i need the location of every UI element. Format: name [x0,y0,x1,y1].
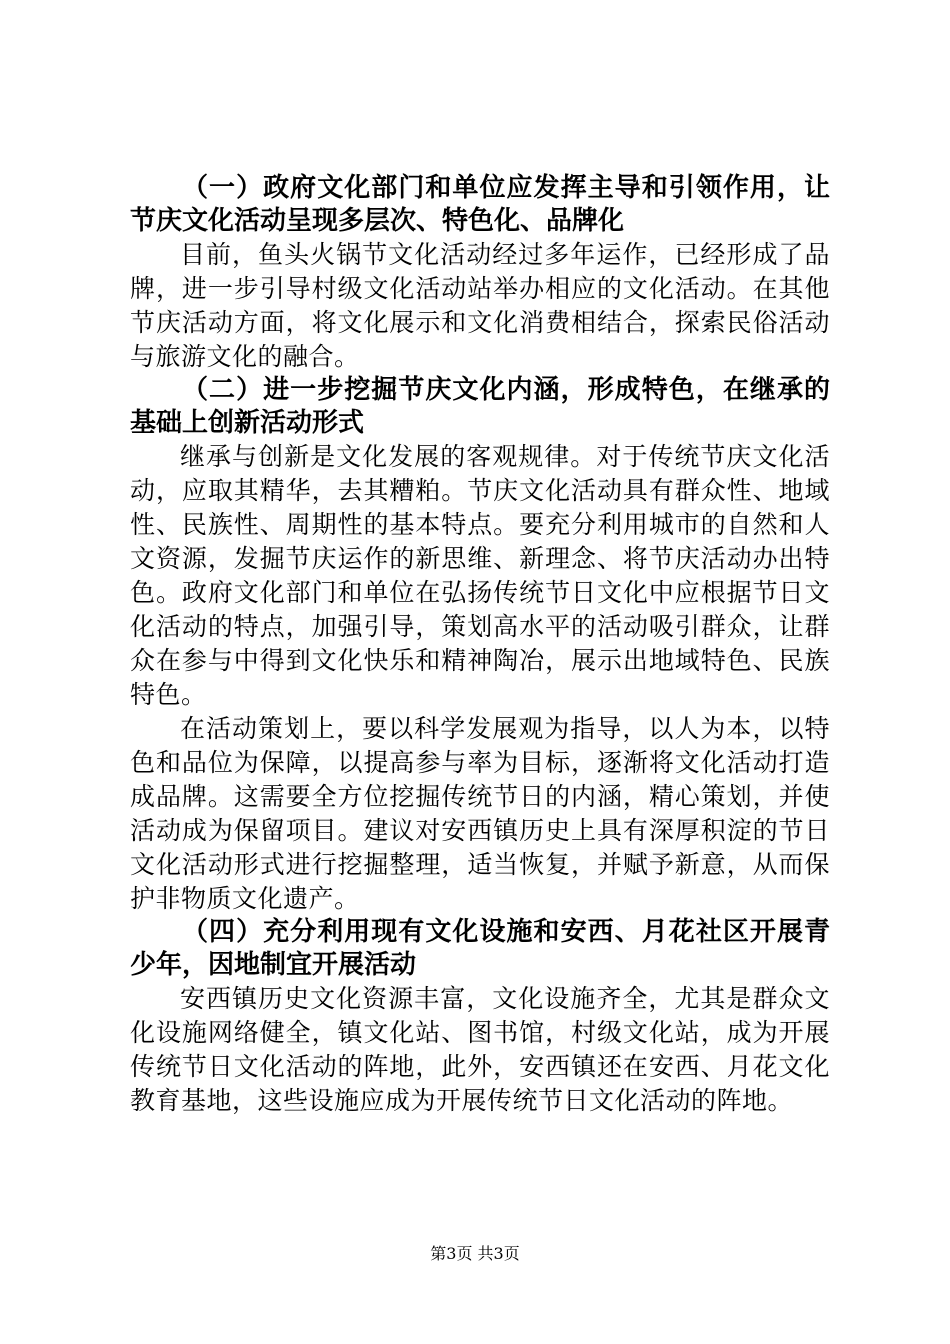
paragraph-3: 在活动策划上，要以科学发展观为指导，以人为本，以特色和品位为保障，以提高参与率为目标，逐渐将文化活动打造成品牌。这需要全方位挖掘传统节日的内涵，精心策划，并使活动成为保留项目。建议对安西镇历史上具有深厚积淀的节日文化活动形式进行挖掘整理，适当恢复，并赋予新意，从而保护非物质文化遗产。 [130,714,830,913]
paragraph-2: 继承与创新是文化发展的客观规律。对于传统节庆文化活动，应取其精华，去其糟粕。节庆文化活动具有群众性、地域性、民族性、周期性的基本特点。要充分利用城市的自然和人文资源，发掘节庆运作的新思维、新理念、将节庆活动办出特色。政府文化部门和单位在弘扬传统节日文化中应根据节日文化活动的特点，加强引导，策划高水平的活动吸引群众，让群众在参与中得到文化快乐和精神陶冶，展示出地域特色、民族特色。 [130,442,830,709]
section-heading-2: （二）进一步挖掘节庆文化内涵，形成特色，在继承的基础上创新活动形式 [130,375,830,438]
section-heading-3: （四）充分利用现有文化设施和安西、月花社区开展青少年，因地制宜开展活动 [130,917,830,980]
paragraph-1: 目前，鱼头火锅节文化活动经过多年运作，已经形成了品牌，进一步引导村级文化活动站举办相应的文化活动。在其他节庆活动方面，将文化展示和文化消费相结合，探索民俗活动与旅游文化的融合。 [130,240,830,371]
page-number-footer: 第3页 共3页 [430,1244,520,1263]
paragraph-4: 安西镇历史文化资源丰富，文化设施齐全，尤其是群众文化设施网络健全，镇文化站、图书馆，村级文化站，成为开展传统节日文化活动的阵地，此外，安西镇还在安西、月花文化教育基地，这些设施应成为开展传统节日文化活动的阵地。 [130,984,830,1115]
document-body [130,172,830,1118]
section-heading-1: （一）政府文化部门和单位应发挥主导和引领作用，让节庆文化活动呈现多层次、特色化、品牌化 [130,173,830,236]
